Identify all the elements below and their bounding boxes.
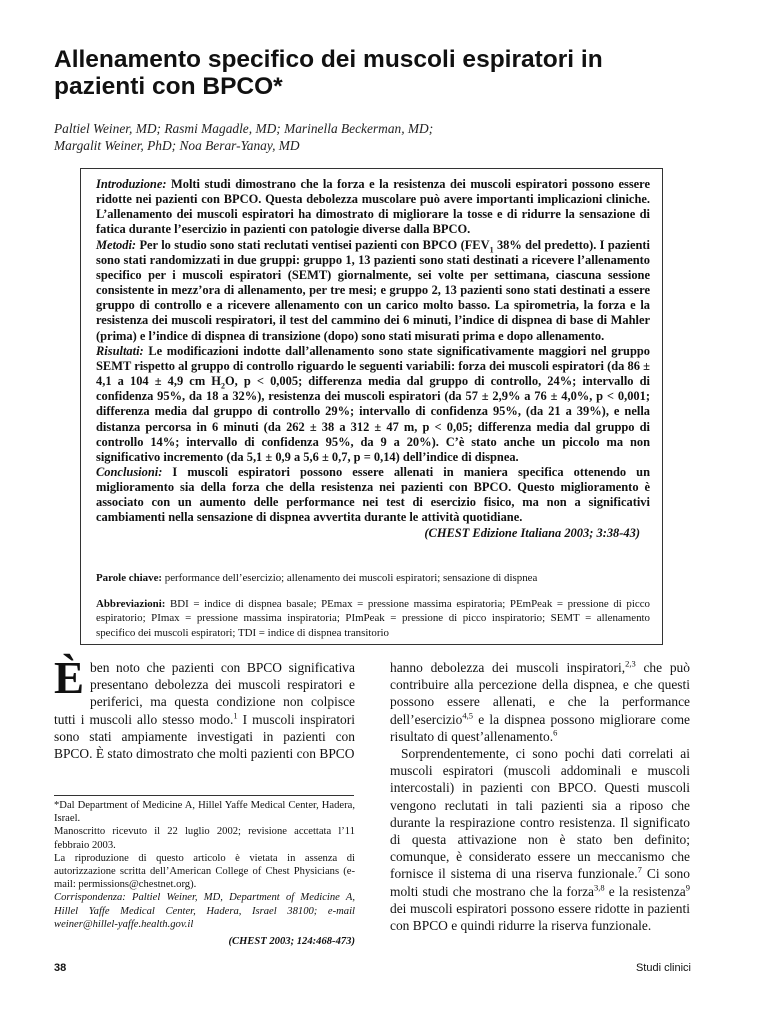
paragraph-text: che può contribuire alla percezione della dispnea, e che questi possono essere allenati, e che la performance dell’esercizio (390, 660, 690, 727)
keywords-text: performance dell’esercizio; allenamento dei muscoli espiratori; sensazione di dispnea (164, 572, 538, 584)
abstract-box (80, 168, 663, 645)
results-label: Risultati: (96, 343, 144, 358)
page-number: 38 (54, 962, 67, 974)
results-text: Le modificazioni indotte dall’allenamento sono state significativamente maggiori nel gruppo SEMT rispetto al gruppo di controllo riguardo le seguenti variabili: forza dei muscoli espiratori (da 86 ± 4,1 a 104 ± 4,9 cm H (96, 343, 651, 389)
reference-4-5[interactable]: 4,5 (462, 710, 473, 721)
paragraph-text: hanno debolezza dei muscoli inspiratori, (390, 660, 626, 675)
footnote-citation: (CHEST 2003; 124:468-473) (228, 936, 355, 948)
intro-text-continued: I muscoli inspiratori sono stati ampiamente investigati in pazienti con BPCO. È stato dimostrato che molti pazienti con BPCO (54, 711, 355, 762)
reference-1[interactable]: 1 (233, 710, 238, 721)
abstract-results (96, 344, 650, 465)
reference-3-8[interactable]: 3,8 (594, 882, 605, 893)
conclusions-label: Conclusioni: (96, 464, 163, 479)
intro-text: ben noto che pazienti con BPCO significativa presentano debolezza dei muscoli respiratori e periferici, ma questa condizione non colpisce tutti i muscoli allo stesso modo. (54, 660, 355, 727)
abstract-citation: (CHEST Edizione Italiana 2003; 3:38-43) (424, 525, 640, 540)
author-list (54, 120, 654, 154)
fev-subscript: 1 (489, 245, 494, 255)
body-column-left (54, 653, 355, 762)
footnote-divider (54, 795, 354, 796)
section-label: Studi clinici (635, 962, 691, 974)
introduction-text: Molti studi dimostrano che la forza e la resistenza dei muscoli espiratori possono essere ridotte nei pazienti con BPCO. Questa debolezza muscolare può avere importanti implicazioni cliniche. L’allenamento dei muscoli espiratori ha dimostrato di migliorare la tosse e di ridurre la sensazione di fatica durante l’esercizio in pazienti con patologie diverse dalla BPCO. (96, 177, 650, 237)
h2o-subscript: 2 (220, 381, 225, 391)
footnote-correspondence: Corrispondenza: Paltiel Weiner, MD, Department of Medicine A, Hillel Yaffe Medical Center, Hadera, Israel 38100; e-mail weiner@hillel-yaffe.health.gov.il (54, 892, 355, 930)
conclusions-text: I muscoli espiratori possono essere allenati in maniera specifica ottenendo un miglioramento sia della forza che della resistenza nei pazienti con BPCO. Questo miglioramento è associato con un aumento delle performance nei test di esercizio fisico, ma non a significativi cambiamenti nella sensazione di dispnea avvertita durante le attività quotidiane. (96, 464, 651, 525)
footnotes (54, 799, 355, 948)
abbreviations-text: BDI = indice di dispnea basale; PEmax = pressione massima espiratoria; PEmPeak = pressione di picco espiratorio; PImax = pressione massima inspiratoria; PImPeak = pressione di picco inspiratorio; SEMT = allenamento specifico dei muscoli espiratori; TDI = indice di dispnea transitorio (96, 598, 650, 639)
footnote-reproduction: La riproduzione di questo articolo è vietata in assenza di autorizzazione scritta dell’American College of Chest Physicians (e-mail: permissions@chestnet.org). (54, 852, 355, 891)
paragraph-text: Sorprendentemente, ci sono pochi dati correlati ai muscoli espiratori (muscoli addominali e muscoli intercostali) in pazienti con BPCO. Questi muscoli vengono reclutati in tali pazienti sia a riposo che durante la respirazione contro resistenza. Il significato di questa attivazione non è stato ben definito; comunque, è considerato essere un meccanismo che fornisce il sistema di una riserva funzionale. (390, 746, 690, 882)
paragraph-expiratory-muscles (390, 745, 690, 934)
abbreviations (96, 597, 650, 640)
abbreviations-label: Abbreviazioni: (96, 598, 166, 610)
article-title: Allenamento specifico dei muscoli espiratori in pazienti con BPCO* (54, 46, 603, 100)
author-line-2: Margalit Weiner, PhD; Noa Berar-Yanay, MD (54, 138, 300, 153)
paragraph-text: e la dispnea possono migliorare come risultato di quest’allenamento. (390, 711, 690, 744)
intro-paragraph (54, 653, 355, 762)
body-column-right (390, 659, 690, 934)
reference-6[interactable]: 6 (553, 727, 558, 738)
paragraph-text: dei muscoli espiratori possono essere ridotte in pazienti con BPCO e quindi ridurre la riserva funzionale. (390, 900, 690, 934)
methods-text-continued: 38% del predetto). I pazienti sono stati randomizzati in due gruppi: gruppo 1, 13 pazienti sono stati destinati a ricevere l’allenamento specifico per i muscoli espiratori (SEMT) giornalmente, sei volte per settimana, ciascuna sessione consistente in mezz’ora di allenamento, per tre mesi; e gruppo 2, 13 pazienti sono stati destinati a essere gruppo di controllo e a ricevere allenamento con un carico molto basso. La spirometria, la forza e la resistenza dei muscoli respiratori, il test del cammino dei 6 minuti, l’indice di dispnea di base di Mahler (prima) e l’indice di dispnea di transizione (dopo) sono stati misurati prima e dopo allenamento. (96, 237, 651, 343)
paragraph-text: e la resistenza (604, 883, 686, 899)
footnote-affiliation: *Dal Department of Medicine A, Hillel Yaffe Medical Center, Hadera, Israel. (54, 800, 355, 825)
drop-cap: È (54, 653, 85, 703)
reference-7[interactable]: 7 (637, 864, 642, 875)
paragraph-continued (390, 659, 690, 745)
abstract-conclusions (96, 465, 650, 526)
methods-text: Per lo studio sono stati reclutati ventisei pazienti con BPCO (FEV (139, 237, 490, 252)
paragraph-text: Ci sono molti studi che mostrano che la forza (390, 866, 690, 899)
abstract-text (96, 177, 650, 541)
results-text-continued: O, p < 0,005; differenza media dal gruppo di controllo, 24%; intervallo di confidenza 95%, da 18 a 32%), resistenza dei muscoli espiratori (da 57 ± 2,9% a 76 ± 4,0%, p < 0,001; differenza media dal gruppo di controllo 29%; intervallo di confidenza 95%, (da 21 a 39%), e nella distanza percorsa in 6 minuti (da 262 ± 38 a 312 ± 47 m, p < 0,05; differenza media dal gruppo di controllo 14%; intervallo di confidenza 95%, da 9 a 20%). C’è stato anche un piccolo ma non significativo incremento (da 5,1 ± 0,9 a 5,6 ± 0,7, p = 0,14) dell’indice di dispnea. (96, 374, 650, 464)
keywords-label: Parole chiave: (96, 572, 163, 584)
footnote-received: Manoscritto ricevuto il 22 luglio 2002; revisione accettata l’11 febbraio 2003. (54, 826, 355, 851)
introduction-label: Introduzione: (96, 177, 167, 191)
methods-label: Metodi: (96, 237, 137, 252)
abstract-methods (96, 238, 650, 344)
reference-9[interactable]: 9 (685, 882, 691, 893)
abstract-introduction (96, 177, 650, 238)
keywords (96, 571, 650, 585)
author-line-1: Paltiel Weiner, MD; Rasmi Magadle, MD; Marinella Beckerman, MD; (54, 121, 434, 136)
reference-2-3[interactable]: 2,3 (625, 658, 636, 669)
